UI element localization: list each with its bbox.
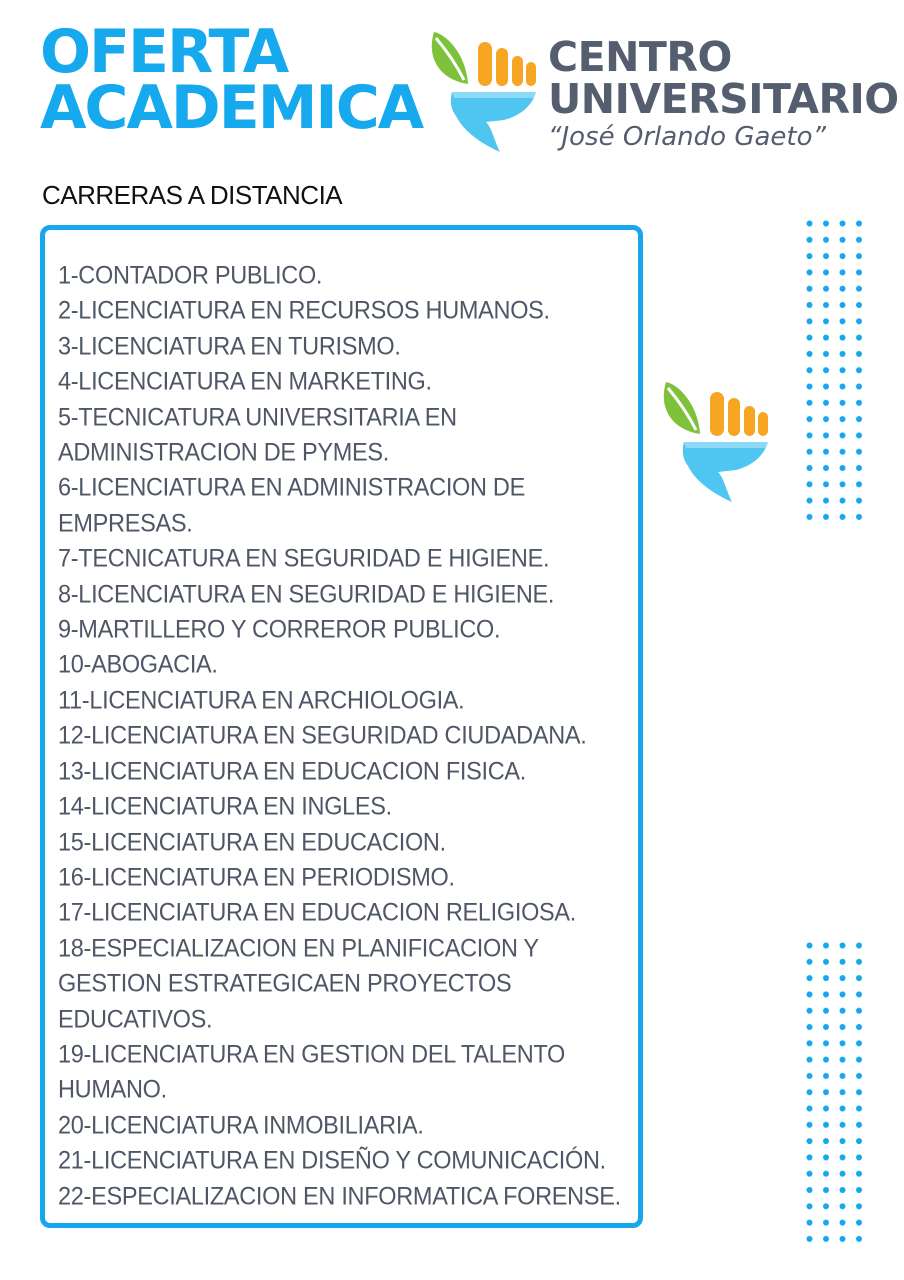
list-item: 22-ESPECIALIZACION EN INFORMATICA FORENSE. [58,1181,621,1210]
list-item: 18-ESPECIALIZACION EN PLANIFICACION Y [58,933,539,962]
brand-block [548,33,899,152]
list-item: 19-LICENCIATURA EN GESTION DEL TALENTO [58,1040,566,1068]
list-item: 9-MARTILLERO Y CORREROR PUBLICO. [58,615,501,643]
list-item: 7-TECNICATURA EN SEGURIDAD E HIGIENE. [58,544,550,572]
brand-line-centro: CENTRO [548,33,732,81]
list-item: GESTION ESTRATEGICAEN PROYECTOS [58,969,512,997]
title-line-academica: ACADEMICA [40,73,423,143]
list-item: ADMINISTRACION DE PYMES. [58,438,389,466]
list-item: EDUCATIVOS. [58,1004,213,1033]
brand-line-universitario: UNIVERSITARIO [548,75,899,123]
list-item: 5-TECNICATURA UNIVERSITARIA EN [58,402,457,431]
list-item: 20-LICENCIATURA INMOBILIARIA. [58,1110,424,1139]
list-item: 15-LICENCIATURA EN EDUCACION. [58,827,446,856]
list-item: 10-ABOGACIA. [58,650,218,679]
list-item: HUMANO. [58,1075,167,1104]
title-line-oferta: OFERTA [40,17,288,87]
dot-pattern-top-icon [806,220,866,520]
list-item: 16-LICENCIATURA EN PERIODISMO. [58,863,455,891]
leaf-bars-hand-logo-icon [660,378,772,506]
list-item: 13-LICENCIATURA EN EDUCACION FISICA. [58,756,526,785]
list-item: 3-LICENCIATURA EN TURISMO. [58,331,401,360]
list-item: 6-LICENCIATURA EN ADMINISTRACION DE [58,473,525,502]
list-item: 8-LICENCIATURA EN SEGURIDAD E HIGIENE. [58,579,555,608]
list-item: 11-LICENCIATURA EN ARCHIOLOGIA. [58,686,465,714]
careers-list [58,258,638,1214]
list-item: 14-LICENCIATURA EN INGLES. [58,792,392,820]
section-subtitle: CARRERAS A DISTANCIA [42,180,343,210]
leaf-bars-hand-logo-icon [428,28,540,156]
list-item: 12-LICENCIATURA EN SEGURIDAD CIUDADANA. [58,721,587,750]
list-item: 4-LICENCIATURA EN MARKETING. [58,367,432,395]
brand-tagline: “José Orlando Gaeto” [548,122,826,152]
page-title [40,17,423,143]
list-item: 1-CONTADOR PUBLICO. [58,261,323,289]
list-item: 21-LICENCIATURA EN DISEÑO Y COMUNICACIÓN. [58,1146,606,1174]
list-item: 2-LICENCIATURA EN RECURSOS HUMANOS. [58,296,550,325]
dot-pattern-bottom-icon [806,942,866,1242]
list-item: EMPRESAS. [58,509,193,537]
list-item: 17-LICENCIATURA EN EDUCACION RELIGIOSA. [58,898,577,927]
